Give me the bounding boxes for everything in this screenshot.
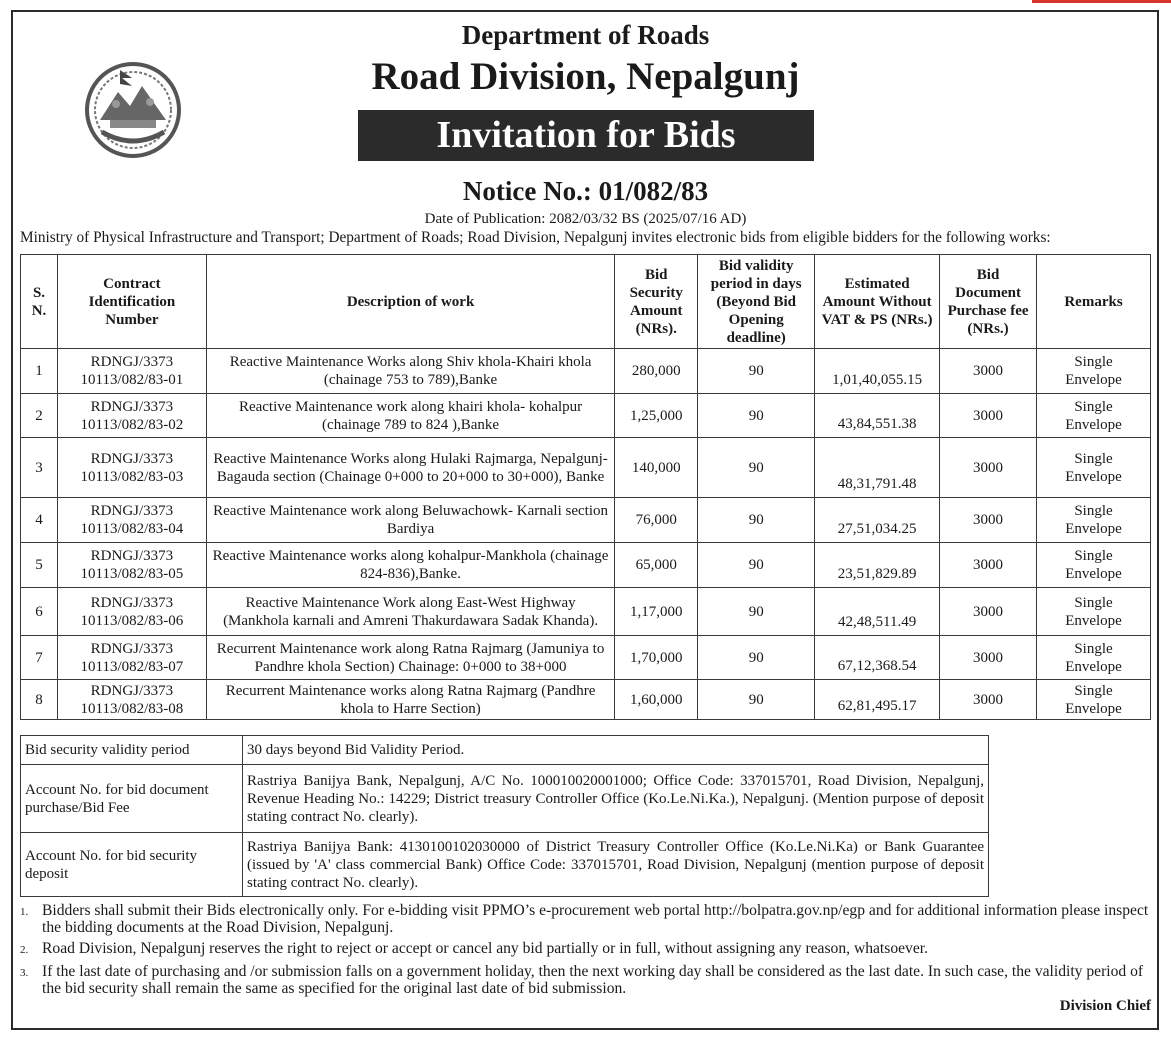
contract-id-line: 10113/082/83-01 xyxy=(80,372,184,388)
cell-bid-security: 280,000 xyxy=(615,349,698,394)
cell-bid-validity: 90 xyxy=(698,394,815,438)
info-label: Bid security validity period xyxy=(21,736,243,765)
cell-document-fee: 3000 xyxy=(940,636,1037,680)
header-description: Description of work xyxy=(206,255,614,349)
cell-sn: 6 xyxy=(21,588,58,636)
cell-sn: 4 xyxy=(21,498,58,543)
table-row xyxy=(21,680,1151,720)
invitation-banner: Invitation for Bids xyxy=(358,110,814,161)
header-estimated-amount: Estimated Amount Without VAT & PS (NRs.) xyxy=(815,255,940,349)
cell-remarks xyxy=(1037,394,1151,438)
cell-remarks xyxy=(1037,349,1151,394)
info-value: Rastriya Banijya Bank, Nepalgunj, A/C No. 100010020001000; Office Code: 337015701, Road Division, Nepalgunj, Revenue Heading No.: 14229; District treasury Controller Office (Ko.Le.Ni.Ka.), Nepalgunj. (Mention purpose of deposit stating contract No. clearly). xyxy=(243,765,989,833)
cell-bid-security: 1,60,000 xyxy=(615,680,698,720)
cell-document-fee: 3000 xyxy=(940,588,1037,636)
cell-description: Reactive Maintenance work along khairi khola- kohalpur (chainage 789 to 824 ),Banke xyxy=(206,394,614,438)
publication-date: Date of Publication: 2082/03/32 BS (2025/07/16 AD) xyxy=(424,211,747,227)
remarks-text: Single Envelope xyxy=(1065,450,1122,485)
contract-id-line: 10113/082/83-04 xyxy=(80,521,184,537)
header-contract-id: Contract Identification Number xyxy=(57,255,206,349)
info-row xyxy=(21,765,989,833)
cell-contract-id xyxy=(57,498,206,543)
table-row xyxy=(21,636,1151,680)
table-row xyxy=(21,438,1151,498)
remarks-text: Single Envelope xyxy=(1065,548,1122,582)
cell-sn: 3 xyxy=(21,438,58,498)
cell-bid-security: 65,000 xyxy=(615,543,698,588)
header-remarks: Remarks xyxy=(1037,255,1151,349)
cell-bid-validity: 90 xyxy=(698,498,815,543)
cell-document-fee: 3000 xyxy=(940,680,1037,720)
note-text: Road Division, Nepalgunj reserves the right to reject or accept or cancel any bid partially or in full, without assigning any reason, whatsoever. xyxy=(42,940,928,957)
note-number: 3. xyxy=(20,967,29,979)
cell-contract-id xyxy=(57,349,206,394)
remarks-text: Single Envelope xyxy=(1065,354,1122,388)
note-item xyxy=(20,940,1152,959)
cell-document-fee: 3000 xyxy=(940,543,1037,588)
intro-text: Ministry of Physical Infrastructure and Transport; Department of Roads; Road Division, Nepalgunj invites electronic bids from eligible bidders for the following works: xyxy=(20,229,1051,246)
cell-bid-validity: 90 xyxy=(698,588,815,636)
department-title: Department of Roads xyxy=(461,20,710,50)
cell-estimated-amount: 48,31,791.48 xyxy=(815,438,940,498)
cell-bid-security: 1,70,000 xyxy=(615,636,698,680)
note-text: Bidders shall submit their Bids electronically only. For e-bidding visit PPMO’s e-procurement web portal http://bolpatra.gov.np/egp and for additional information please inspect the bidding documents at the Road Division, Nepalgunj. xyxy=(42,902,1149,936)
cell-bid-validity: 90 xyxy=(698,543,815,588)
contract-id-line: 10113/082/83-07 xyxy=(80,658,184,675)
cell-description: Reactive Maintenance works along kohalpur-Mankhola (chainage 824-836),Banke. xyxy=(206,543,614,588)
table-header-row xyxy=(21,255,1151,349)
cell-description: Recurrent Maintenance works along Ratna Rajmarg (Pandhre khola to Harre Section) xyxy=(206,680,614,720)
cell-sn: 2 xyxy=(21,394,58,438)
remarks-text: Single Envelope xyxy=(1065,640,1122,675)
remarks-text: Single Envelope xyxy=(1065,503,1122,537)
cell-description: Reactive Maintenance work along Beluwachowk- Karnali section Bardiya xyxy=(206,498,614,543)
cell-contract-id xyxy=(57,636,206,680)
cell-document-fee: 3000 xyxy=(940,498,1037,543)
table-row xyxy=(21,498,1151,543)
contract-id-line: 10113/082/83-05 xyxy=(80,566,184,582)
cell-remarks xyxy=(1037,438,1151,498)
contract-id-line: RDNGJ/3373 xyxy=(90,640,174,657)
contract-id-line: RDNGJ/3373 xyxy=(90,450,174,467)
header-document-fee: Bid Document Purchase fee (NRs.) xyxy=(940,255,1037,349)
contract-id-line: 10113/082/83-03 xyxy=(80,468,184,485)
table-row xyxy=(21,588,1151,636)
notes-list xyxy=(20,902,1152,1001)
cell-bid-validity: 90 xyxy=(698,680,815,720)
contract-id-line: RDNGJ/3373 xyxy=(90,354,174,370)
cell-document-fee: 3000 xyxy=(940,438,1037,498)
cell-bid-security: 1,25,000 xyxy=(615,394,698,438)
cell-bid-validity: 90 xyxy=(698,636,815,680)
cell-document-fee: 3000 xyxy=(940,349,1037,394)
cell-contract-id xyxy=(57,680,206,720)
note-item xyxy=(20,902,1152,936)
info-row xyxy=(21,833,989,897)
table-row xyxy=(21,394,1151,438)
cell-description: Reactive Maintenance Work along East-West Highway (Mankhola karnali and Amreni Thakurdawara Sadak Khanda). xyxy=(206,588,614,636)
remarks-text: Single Envelope xyxy=(1065,682,1122,717)
info-row xyxy=(21,736,989,765)
cell-estimated-amount: 67,12,368.54 xyxy=(815,636,940,680)
cell-sn: 5 xyxy=(21,543,58,588)
cell-remarks xyxy=(1037,588,1151,636)
info-label: Account No. for bid document purchase/Bid Fee xyxy=(21,765,243,833)
contract-id-line: RDNGJ/3373 xyxy=(90,682,174,699)
contract-id-line: RDNGJ/3373 xyxy=(90,594,174,611)
cell-remarks xyxy=(1037,498,1151,543)
cell-description: Reactive Maintenance Works along Hulaki Rajmarga, Nepalgunj-Bagauda section (Chainage 0+000 to 20+000 to 30+000), Banke xyxy=(206,438,614,498)
table-row xyxy=(21,349,1151,394)
cell-contract-id xyxy=(57,438,206,498)
cell-estimated-amount: 23,51,829.89 xyxy=(815,543,940,588)
cell-description: Reactive Maintenance Works along Shiv khola-Khairi khola (chainage 753 to 789),Banke xyxy=(206,349,614,394)
cell-contract-id xyxy=(57,588,206,636)
cell-bid-validity: 90 xyxy=(698,349,815,394)
info-value: 30 days beyond Bid Validity Period. xyxy=(243,736,989,765)
cell-estimated-amount: 42,48,511.49 xyxy=(815,588,940,636)
cell-bid-security: 1,17,000 xyxy=(615,588,698,636)
header-bid-security: Bid Security Amount (NRs). xyxy=(615,255,698,349)
cell-bid-validity: 90 xyxy=(698,438,815,498)
contract-id-line: 10113/082/83-02 xyxy=(80,416,184,433)
table-row xyxy=(21,543,1151,588)
cell-contract-id xyxy=(57,394,206,438)
cell-remarks xyxy=(1037,680,1151,720)
header-bid-validity: Bid validity period in days (Beyond Bid Opening deadline) xyxy=(698,255,815,349)
signature: Division Chief xyxy=(1059,998,1151,1014)
cell-estimated-amount: 27,51,034.25 xyxy=(815,498,940,543)
cell-estimated-amount: 62,81,495.17 xyxy=(815,680,940,720)
cell-remarks xyxy=(1037,636,1151,680)
contract-id-line: 10113/082/83-06 xyxy=(80,612,184,629)
note-text: If the last date of purchasing and /or submission falls on a government holiday, then the next working day shall be considered as the last date. In such case, the validity period of the bid security shall remain the same as specified for the original last date of bid submission. xyxy=(42,963,1144,997)
info-value: Rastriya Banijya Bank: 4130100102030000 of District Treasury Controller Office (Ko.Le.Ni.Ka) or Bank Guarantee (issued by 'A' class commercial Bank) Office Code: 337015701, Road Division, Nepalgunj (mention purpose of deposit stating contract No. clearly). xyxy=(243,833,989,897)
cell-contract-id xyxy=(57,543,206,588)
note-number: 2. xyxy=(20,944,29,956)
cell-estimated-amount: 1,01,40,055.15 xyxy=(815,349,940,394)
notice-number: Notice No.: 01/082/83 xyxy=(462,176,709,206)
cell-bid-security: 76,000 xyxy=(615,498,698,543)
cell-document-fee: 3000 xyxy=(940,394,1037,438)
cell-sn: 7 xyxy=(21,636,58,680)
contract-id-line: 10113/082/83-08 xyxy=(80,700,184,717)
info-label: Account No. for bid security deposit xyxy=(21,833,243,897)
cell-sn: 8 xyxy=(21,680,58,720)
cell-description: Recurrent Maintenance work along Ratna Rajmarg (Jamuniya to Pandhre khola Section) Chainage: 0+000 to 38+000 xyxy=(206,636,614,680)
top-accent-bar xyxy=(1032,0,1171,3)
works-table xyxy=(20,254,1151,720)
remarks-text: Single Envelope xyxy=(1065,398,1122,433)
cell-sn: 1 xyxy=(21,349,58,394)
contract-id-line: RDNGJ/3373 xyxy=(90,503,174,519)
contract-id-line: RDNGJ/3373 xyxy=(90,398,174,415)
division-title: Road Division, Nepalgunj xyxy=(371,55,800,98)
header-sn: S. N. xyxy=(21,255,58,349)
cell-estimated-amount: 43,84,551.38 xyxy=(815,394,940,438)
cell-bid-security: 140,000 xyxy=(615,438,698,498)
info-table xyxy=(20,735,989,897)
cell-remarks xyxy=(1037,543,1151,588)
note-item xyxy=(20,963,1152,997)
contract-id-line: RDNGJ/3373 xyxy=(90,548,174,564)
remarks-text: Single Envelope xyxy=(1065,594,1122,629)
note-number: 1. xyxy=(20,906,29,918)
